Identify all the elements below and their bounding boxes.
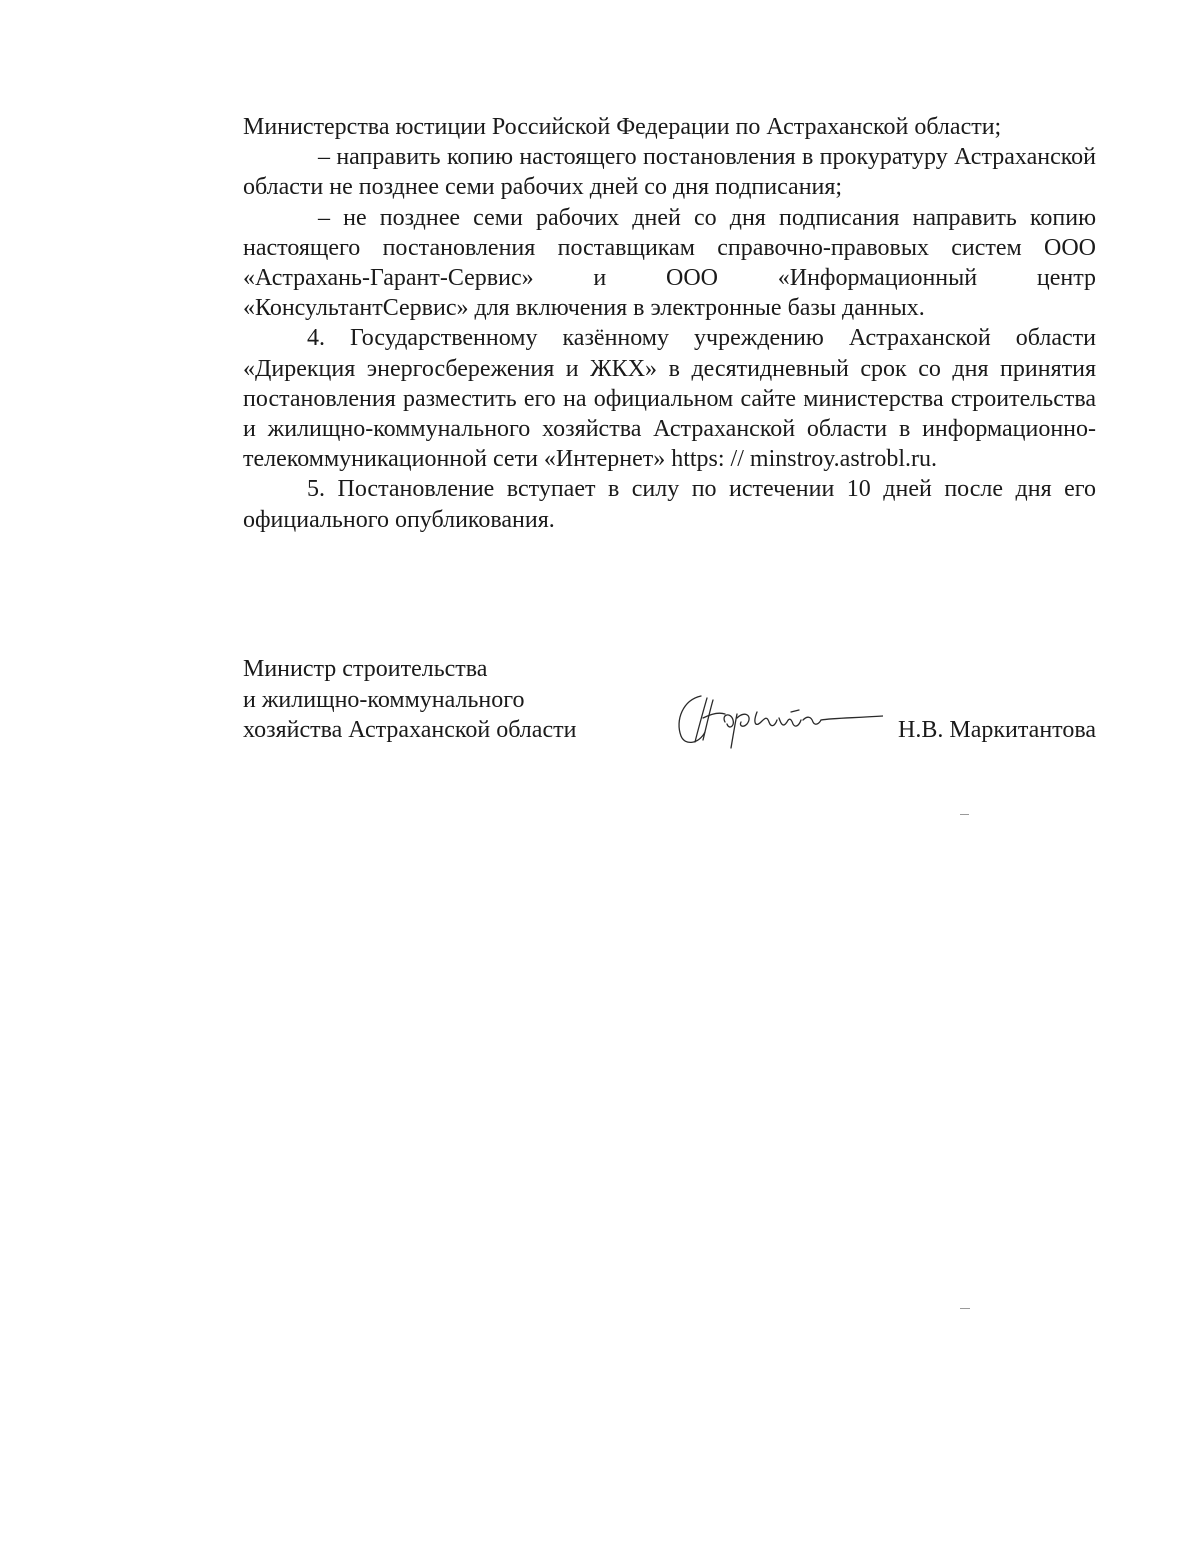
handwritten-signature — [673, 692, 883, 750]
paragraph-legal-systems-copy: – не позднее семи рабочих дней со дня подписания направить копию настоящего постановления поставщикам справочно-правовых систем ООО «Астрахань-Гарант-Сервис» и ООО «Информационный центр «КонсультантСервис» для включения в электронные базы данных. — [243, 204, 1096, 322]
paragraph-item-5: 5. Постановление вступает в силу по истечении 10 дней после дня его официального опубликования. — [243, 476, 1096, 533]
paragraph-prosecutor-copy: – направить копию настоящего постановления в прокуратуру Астраханской области не позднее семи рабочих дней со дня подписания; — [243, 144, 1096, 201]
signatory-title-line: Министр строительства — [243, 656, 488, 682]
paragraph-ministry-justice: Министерства юстиции Российской Федерации по Астраханской области; — [243, 114, 1002, 140]
document-body — [243, 112, 1096, 535]
signatory-name: Н.В. Маркитантова — [898, 717, 1096, 743]
paragraph-item-4: 4. Государственному казённому учреждению Астраханской области «Дирекция энергосбережения и ЖКХ» в десятидневный срок со дня принятия постановления разместить его на официальном сайте министерства строительства и жилищно-коммунального хозяйства Астраханской области в информационно-телекоммуникационной сети «Интернет» https: // minstroy.astrobl.ru. — [243, 325, 1096, 473]
scan-artifact — [960, 814, 969, 815]
signatory-title-line: хозяйства Астраханской области — [243, 717, 577, 743]
scan-artifact — [960, 1308, 970, 1309]
signature-block — [243, 654, 1103, 764]
signatory-title-line: и жилищно-коммунального — [243, 686, 525, 713]
